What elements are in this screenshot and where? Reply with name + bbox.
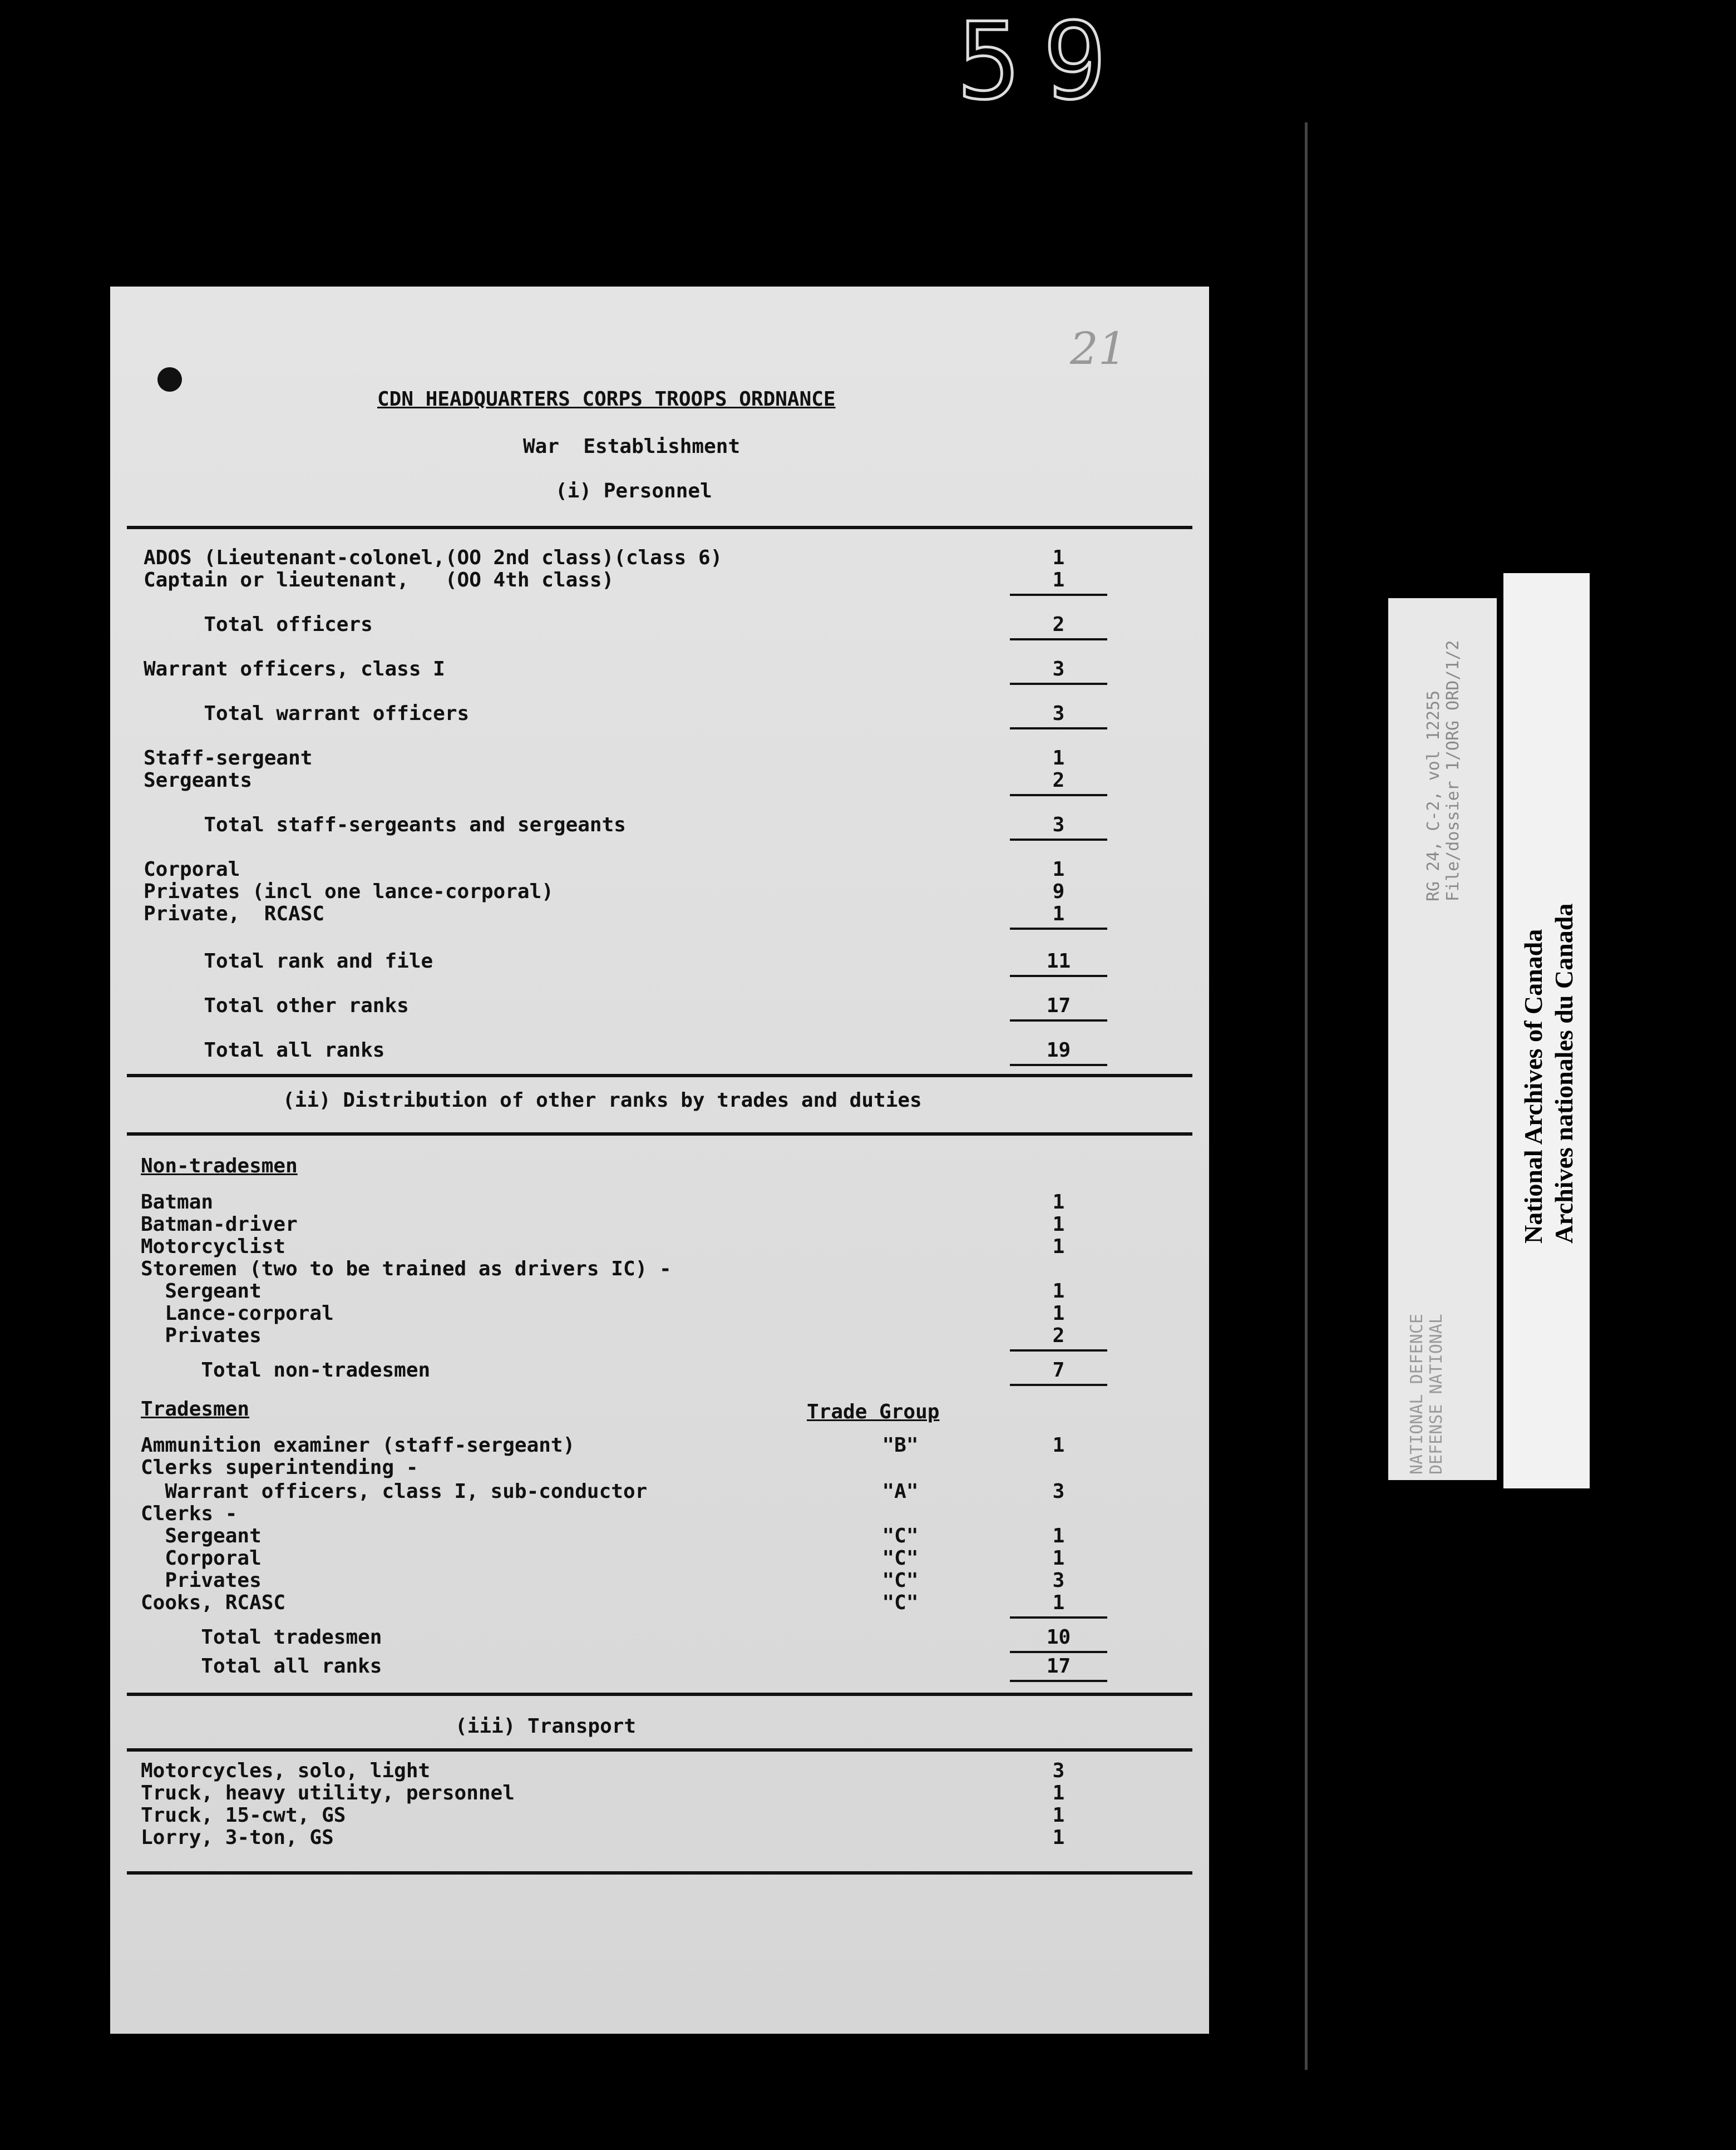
personnel-value: 2 [1052, 769, 1065, 792]
personnel-value: 9 [1052, 880, 1065, 903]
non-tradesman-label: Sergeant [141, 1280, 262, 1303]
department-stamp-line: DEFENSE NATIONAL [1426, 1314, 1446, 1475]
personnel-label: Total officers [144, 613, 373, 636]
section-rule [127, 1871, 1192, 1875]
personnel-value: 1 [1052, 569, 1065, 591]
tradesman-value: 3 [1052, 1569, 1065, 1592]
tradesman-label: Total tradesmen [141, 1626, 382, 1649]
total-line [1010, 1680, 1107, 1682]
total-line [1010, 928, 1107, 930]
tradesman-label: Corporal [141, 1547, 262, 1570]
personnel-value: 2 [1052, 613, 1065, 636]
tradesman-value: 10 [1046, 1626, 1071, 1649]
film-divider-line [1305, 122, 1308, 2070]
non-tradesman-value: 2 [1052, 1324, 1065, 1347]
total-line [1010, 975, 1107, 977]
transport-value: 1 [1052, 1826, 1065, 1849]
document-page [110, 287, 1209, 2034]
department-stamp-line: NATIONAL DEFENCE [1407, 1314, 1427, 1475]
tradesman-value: 1 [1052, 1591, 1065, 1614]
tradesman-label: Total all ranks [141, 1655, 382, 1678]
personnel-label: Total other ranks [144, 994, 409, 1017]
tradesman-label: Sergeant [141, 1525, 262, 1547]
transport-label: Lorry, 3-ton, GS [141, 1826, 334, 1849]
total-line [1010, 839, 1107, 841]
total-line [1010, 638, 1107, 640]
non-tradesman-label: Batman [141, 1191, 214, 1214]
document-title: CDN HEADQUARTERS CORPS TROOPS ORDNANCE [377, 388, 836, 411]
trade-group: "C" [882, 1525, 919, 1547]
non-tradesman-value: 1 [1052, 1235, 1065, 1258]
personnel-value: 1 [1052, 858, 1065, 881]
non-tradesmen-heading: Non-tradesmen [141, 1155, 298, 1177]
reference-stamp-line: RG 24, C-2, vol 12255 [1424, 690, 1443, 901]
non-tradesman-label: Batman-driver [141, 1213, 298, 1236]
total-line [1010, 1616, 1107, 1619]
tradesman-label: Clerks superintending - [141, 1456, 418, 1479]
personnel-label: Total warrant officers [144, 702, 470, 725]
trade-group: "A" [882, 1480, 919, 1503]
personnel-label: Captain or lieutenant, (OO 4th class) [144, 569, 614, 591]
punch-hole [157, 367, 182, 392]
tradesmen-heading: Tradesmen [141, 1398, 250, 1421]
non-tradesman-value: 1 [1052, 1213, 1065, 1236]
archives-label-fr: Archives nationales du Canada [1550, 903, 1579, 1244]
section-rule [127, 1748, 1192, 1752]
total-line [1010, 1349, 1107, 1352]
personnel-value: 19 [1046, 1039, 1071, 1062]
tradesman-label: Clerks - [141, 1502, 238, 1525]
personnel-value: 1 [1052, 747, 1065, 770]
personnel-label: Staff-sergeant [144, 747, 313, 770]
archives-label [1518, 904, 1579, 1244]
archives-label-en: National Archives of Canada [1519, 929, 1547, 1244]
section-rule [127, 526, 1192, 529]
frame-number: 59 [957, 0, 1129, 123]
section-rule [127, 1074, 1192, 1077]
personnel-value: 3 [1052, 658, 1065, 680]
section-heading-distribution: (ii) Distribution of other ranks by trades and duties [283, 1089, 922, 1112]
section-rule [127, 1693, 1192, 1696]
section-heading-personnel: (i) Personnel [555, 480, 712, 502]
trade-group-heading: Trade Group [807, 1401, 940, 1423]
tradesman-value: 17 [1046, 1655, 1071, 1678]
non-tradesman-label: Storemen (two to be trained as drivers IC) - [141, 1258, 672, 1280]
reference-stamp-line: File/dossier 1/ORG ORD/1/2 [1443, 640, 1463, 901]
transport-label: Motorcycles, solo, light [141, 1759, 431, 1782]
tradesman-label: Cooks, RCASC [141, 1591, 286, 1614]
transport-value: 1 [1052, 1782, 1065, 1804]
transport-label: Truck, heavy utility, personnel [141, 1782, 515, 1804]
non-tradesman-value: 7 [1052, 1359, 1065, 1382]
total-line [1010, 727, 1107, 729]
non-tradesman-label: Motorcyclist [141, 1235, 286, 1258]
non-tradesman-value: 1 [1052, 1191, 1065, 1214]
trade-group: "B" [882, 1434, 919, 1457]
tradesman-value: 1 [1052, 1547, 1065, 1570]
non-tradesman-label: Lance-corporal [141, 1302, 334, 1325]
personnel-label: Private, RCASC [144, 903, 325, 925]
trade-group: "C" [882, 1569, 919, 1592]
personnel-value: 3 [1052, 813, 1065, 836]
non-tradesman-label: Total non-tradesmen [141, 1359, 431, 1382]
total-line [1010, 1384, 1107, 1386]
total-line [1010, 594, 1107, 596]
tradesman-value: 1 [1052, 1434, 1065, 1457]
personnel-value: 3 [1052, 702, 1065, 725]
reference-stamp [1424, 640, 1463, 901]
personnel-label: Corporal [144, 858, 240, 881]
personnel-label: Total all ranks [144, 1039, 385, 1062]
department-stamp [1408, 1314, 1446, 1475]
section-rule [127, 1132, 1192, 1136]
pencil-page-number: 21 [1070, 323, 1127, 374]
non-tradesman-value: 1 [1052, 1302, 1065, 1325]
total-line [1010, 683, 1107, 685]
personnel-label: Total rank and file [144, 950, 433, 973]
total-line [1010, 1651, 1107, 1653]
personnel-value: 11 [1046, 950, 1071, 973]
total-line [1010, 1064, 1107, 1066]
tradesman-label: Warrant officers, class I, sub-conductor [141, 1480, 648, 1503]
personnel-label: Warrant officers, class I [144, 658, 445, 680]
tradesman-label: Privates [141, 1569, 262, 1592]
personnel-value: 1 [1052, 546, 1065, 569]
non-tradesman-label: Privates [141, 1324, 262, 1347]
transport-label: Truck, 15-cwt, GS [141, 1804, 346, 1827]
personnel-value: 17 [1046, 994, 1071, 1017]
transport-value: 1 [1052, 1804, 1065, 1827]
trade-group: "C" [882, 1547, 919, 1570]
total-line [1010, 1019, 1107, 1022]
trade-group: "C" [882, 1591, 919, 1614]
personnel-label: Total staff-sergeants and sergeants [144, 813, 626, 836]
document-subtitle: War Establishment [523, 435, 741, 458]
total-line [1010, 794, 1107, 796]
personnel-value: 1 [1052, 903, 1065, 925]
personnel-label: ADOS (Lieutenant-colonel,(OO 2nd class)(class 6) [144, 546, 723, 569]
tradesman-label: Ammunition examiner (staff-sergeant) [141, 1434, 575, 1457]
personnel-label: Sergeants [144, 769, 253, 792]
section-heading-transport: (iii) Transport [455, 1715, 637, 1738]
personnel-label: Privates (incl one lance-corporal) [144, 880, 554, 903]
tradesman-value: 1 [1052, 1525, 1065, 1547]
tradesman-value: 3 [1052, 1480, 1065, 1503]
transport-value: 3 [1052, 1759, 1065, 1782]
non-tradesman-value: 1 [1052, 1280, 1065, 1303]
